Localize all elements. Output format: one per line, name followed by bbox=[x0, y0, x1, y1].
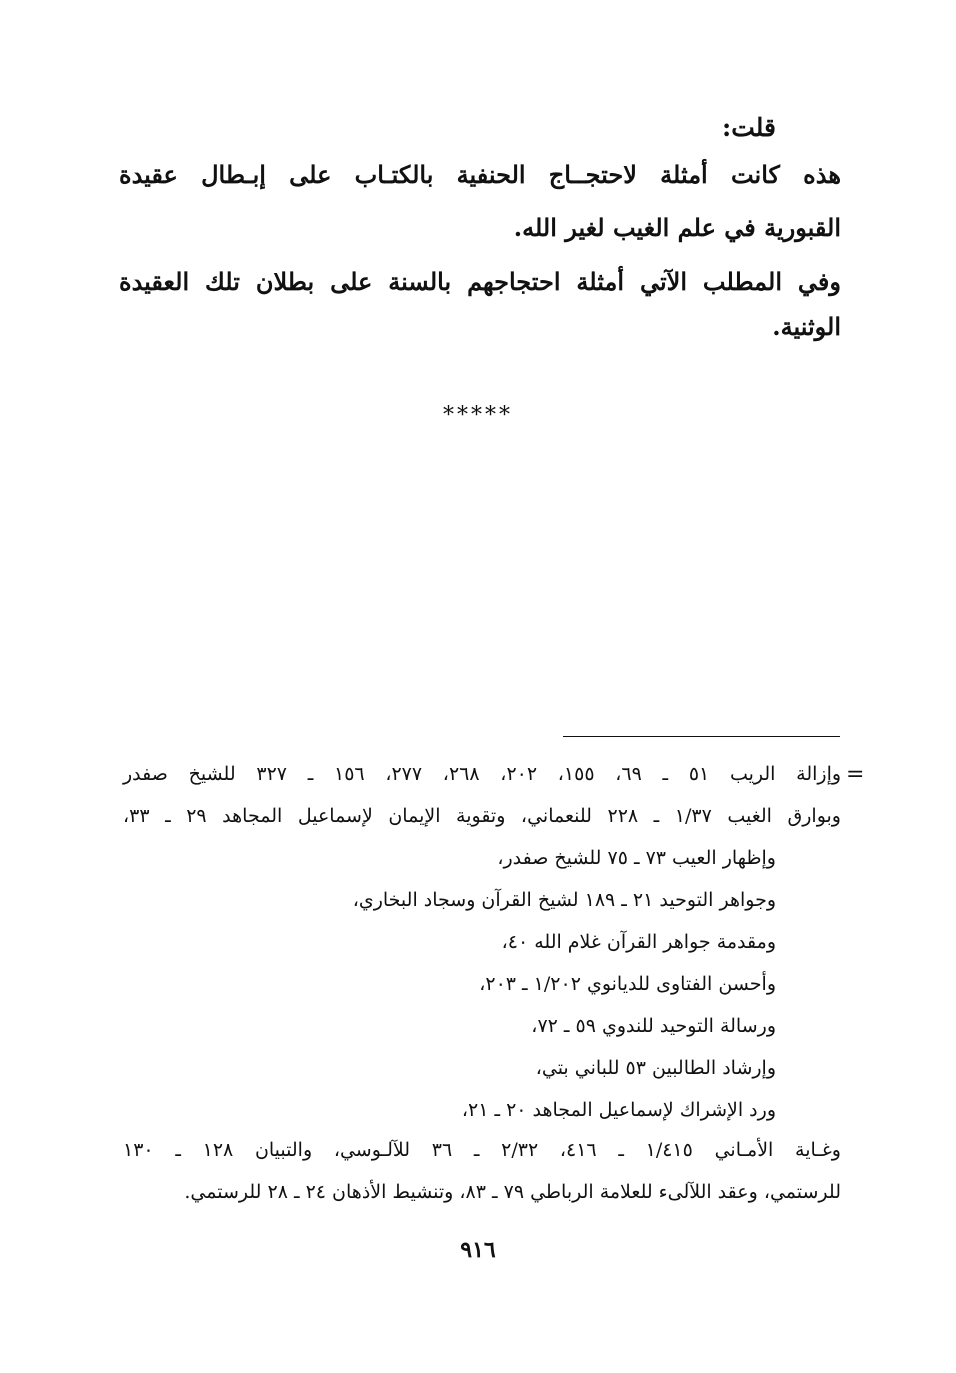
body-line: هذه كانت أمثلة لاحتجــاج الحنفية بالكتـاب على إبـطال عقيدة bbox=[119, 160, 841, 189]
footnote-line: وبوارق الغيب ١/٣٧ ـ ٢٢٨ للنعماني، وتقوية الإيمان لإسماعيل المجاهد ٢٩ ـ ٣٣، bbox=[123, 805, 841, 827]
footnote-line: ورسالة التوحيد للندوي ٥٩ ـ ٧٢، bbox=[531, 1015, 776, 1037]
section-heading: قلت: bbox=[721, 113, 776, 142]
footnote-line: ومقدمة جواهر القرآن غلام الله ٤٠، bbox=[501, 931, 776, 953]
footnote-line: وإزالة الريب ٥١ ـ ٦٩، ١٥٥، ٢٠٢، ٢٦٨، ٢٧٧، ١٥٦ ـ ٣٢٧ للشيخ صفدر bbox=[123, 763, 842, 785]
footnote-line: للرستمي، وعقد اللآلىء للعلامة الرباطي ٧٩ ـ ٨٣، وتنشيط الأذهان ٢٤ ـ ٢٨ للرستمي. bbox=[184, 1181, 841, 1203]
footnote-line: وجواهر التوحيد ٢١ ـ ١٨٩ لشيخ القرآن وسجاد البخاري، bbox=[352, 889, 776, 911]
footnote-continuation-marker: = bbox=[846, 762, 865, 787]
body-line: القبورية في علم الغيب لغير الله. bbox=[513, 213, 841, 242]
body-line: الوثنية. bbox=[772, 312, 841, 341]
footnote-line: وأحسن الفتاوى للديانوي ١/٢٠٢ ـ ٢٠٣، bbox=[479, 973, 776, 995]
footnote-divider bbox=[563, 736, 840, 737]
footnote-line: ورد الإشراك لإسماعيل المجاهد ٢٠ ـ ٢١، bbox=[461, 1099, 776, 1121]
section-separator: ***** bbox=[443, 403, 513, 428]
footnote-line: وغـاية الأمـاني ١/٤١٥ ـ ٤١٦، ٢/٣٢ ـ ٣٦ للآلـوسي، والتبيان ١٢٨ ـ ١٣٠ bbox=[123, 1139, 841, 1161]
footnote-line: وإرشاد الطالبين ٥٣ للباني بتي، bbox=[535, 1057, 776, 1079]
page-number: ٩١٦ bbox=[460, 1237, 496, 1263]
footnote-line: وإظهار العيب ٧٣ ـ ٧٥ للشيخ صفدر، bbox=[497, 847, 776, 869]
body-line: وفي المطلب الآتي أمثلة احتجاجهم بالسنة على بطلان تلك العقيدة bbox=[119, 267, 841, 296]
